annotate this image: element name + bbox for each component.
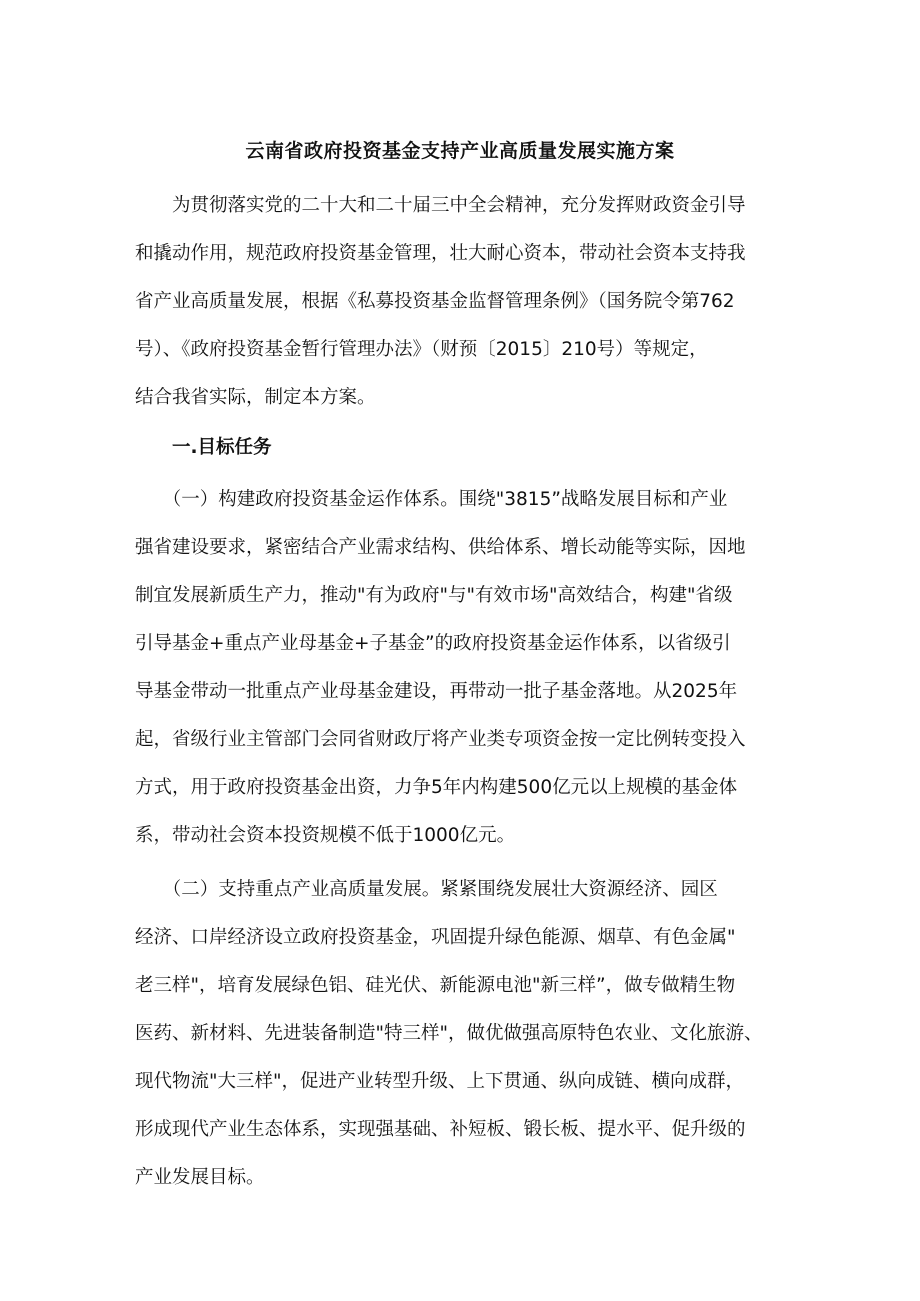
paragraph-line: 和撬动作用，规范政府投资基金管理，壮大耐心资本，带动社会资本支持我 [135, 243, 746, 264]
paragraph-line: 结合我省实际，制定本方案。 [135, 387, 376, 408]
document-title: 云南省政府投资基金支持产业高质量发展实施方案 [245, 140, 675, 162]
paragraph-line: 强省建设要求，紧密结合产业需求结构、供给体系、增长动能等实际，因地 [135, 537, 746, 558]
paragraph-line: 老三样"，培育发展绿色铝、硅光伏、新能源电池"新三样”，做专做精生物 [135, 975, 736, 996]
paragraph-line: 省产业高质量发展，根据《私募投资基金监督管理条例》（国务院令第762 [135, 291, 735, 312]
paragraph-line: （二）支持重点产业高质量发展。紧紧围绕发展壮大资源经济、园区 [135, 879, 718, 900]
paragraph-line: 产业发展目标。 [135, 1167, 265, 1188]
paragraph-line: 系，带动社会资本投资规模不低于1000亿元。 [135, 825, 516, 846]
paragraph-line: 制宜发展新质生产力，推动"有为政府"与"有效市场"高效结合，构建"省级 [135, 585, 733, 606]
paragraph-line: 医药、新材料、先进装备制造"特三样"，做优做强高原特色农业、文化旅游、 [135, 1023, 763, 1044]
paragraph-line: 方式，用于政府投资基金出资，力争5年内构建500亿元以上规模的基金体 [135, 777, 738, 798]
paragraph-line: 现代物流"大三样"，促进产业转型升级、上下贯通、纵向成链、横向成群， [135, 1071, 745, 1092]
paragraph-line: 为贯彻落实党的二十大和二十届三中全会精神，充分发挥财政资金引导 [135, 195, 746, 216]
paragraph-line: 形成现代产业生态体系，实现强基础、补短板、锻长板、提水平、促升级的 [135, 1119, 746, 1140]
paragraph-line: 起，省级行业主管部门会同省财政厅将产业类专项资金按一定比例转变投入 [135, 729, 746, 750]
paragraph-line: （一）构建政府投资基金运作体系。围绕"3815”战略发展目标和产业 [135, 489, 728, 510]
paragraph-line: 导基金带动一批重点产业母基金建设，再带动一批子基金落地。从2025年 [135, 681, 738, 702]
item2-paragraph [135, 866, 795, 1202]
paragraph-line: 号）、《政府投资基金暂行管理办法》（财预〔2015〕210号）等规定， [135, 339, 708, 360]
paragraph-line: 引导基金+重点产业母基金+子基金”的政府投资基金运作体系，以省级引 [135, 633, 731, 654]
intro-paragraph [135, 182, 795, 422]
section-heading: 一.目标任务 [172, 437, 272, 458]
paragraph-line: 经济、口岸经济设立政府投资基金，巩固提升绿色能源、烟草、有色金属" [135, 927, 736, 948]
item1-paragraph [135, 476, 795, 860]
